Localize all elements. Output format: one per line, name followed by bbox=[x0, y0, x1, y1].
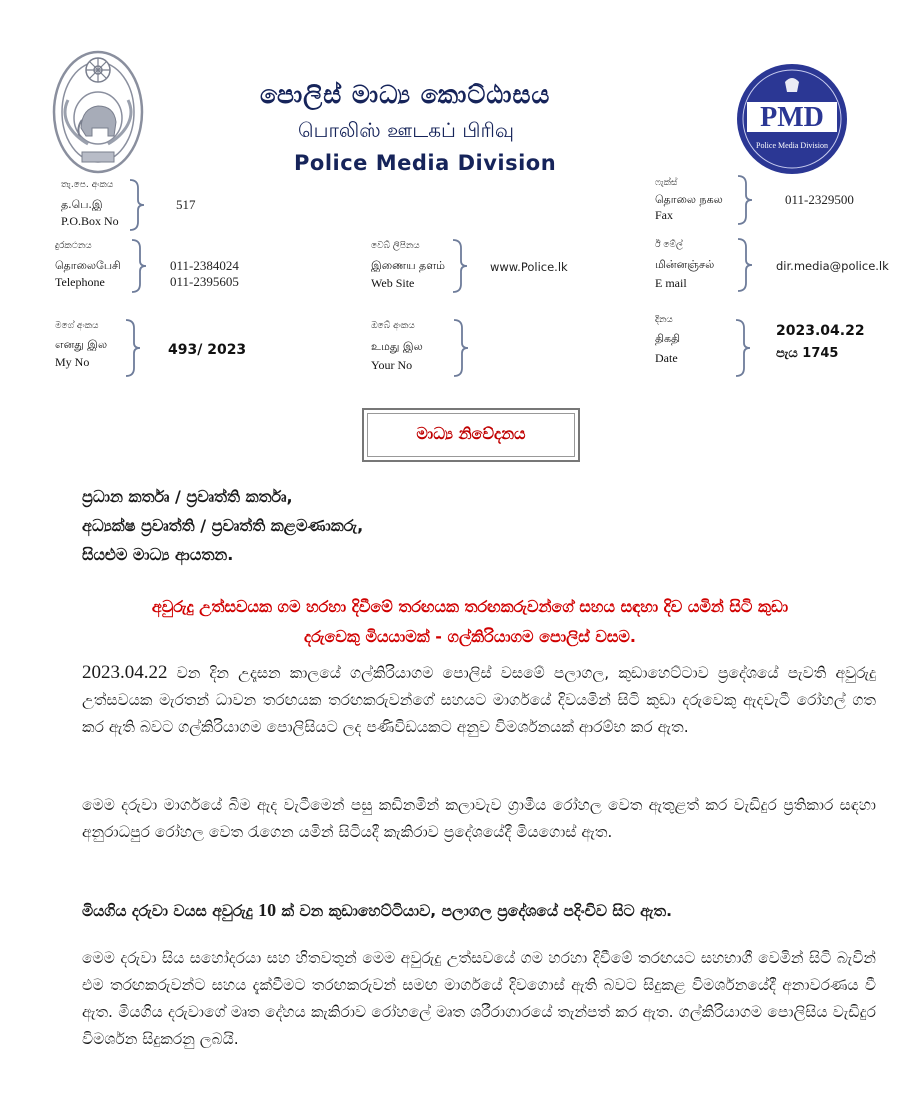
pmd-logo-ring-text: Police Media Division bbox=[756, 141, 828, 150]
time-value: පැය 1745 bbox=[776, 346, 839, 361]
paragraph-1-date: 2023.04.22 bbox=[82, 662, 168, 683]
paragraph-1 bbox=[82, 659, 876, 741]
my-no-label-si: මගේ අංකය bbox=[55, 321, 99, 331]
news-headline bbox=[70, 592, 870, 652]
paragraph-3-text-b: ක් වන කුඩාහෙට්ටියාව, පලාගල ප්‍රදේශයේ පදිංචිව සිට ඇත. bbox=[276, 902, 672, 920]
fax-label-en: Fax bbox=[655, 208, 673, 222]
telephone-value-1: 011-2384024 bbox=[170, 258, 239, 273]
addressee-line-1: ප්‍රධාන කර්තෘ / ප්‍රවෘත්ති කර්තෘ, bbox=[82, 487, 293, 506]
website-link[interactable]: www.Police.lk bbox=[490, 260, 568, 274]
pobox-label-en: P.O.Box No bbox=[61, 214, 119, 228]
fax-label-ta: தொலை நகல bbox=[655, 193, 723, 206]
pmd-logo-text: PMD bbox=[760, 102, 824, 133]
date-label-ta: திகதி bbox=[655, 332, 681, 345]
website-label-ta: இணைய தளம் bbox=[371, 259, 445, 272]
document-title: මාධ්‍ය නිවේදනය bbox=[416, 424, 526, 443]
my-no-label-en: My No bbox=[55, 355, 90, 369]
fax-value: 011-2329500 bbox=[785, 192, 854, 207]
paragraph-1-text: වන දින උදෑසන කාලයේ ගල්කිරියාගම පොලිස් වසමේ පලාගල, කුඩාහෙට්ටාව ප්‍රදේශයේ පැවති අවුරුදු උත්සවයක මැරතන් ධාවන තරඟයක තරඟකරුවන්ගේ සහයට මාර්ගයේ දිවයමින් සිටි කුඩා දරුවෙකු ඇදවැටී රෝහල් ගත කර ඇති බවට ගල්කිරියාගම පොලිසියට ලද පණිවිඩයකට අනුව විමර්ශනයක් ආරම්භ කර ඇත. bbox=[82, 664, 876, 736]
header-title-english: Police Media Division bbox=[294, 151, 557, 175]
pmd-logo bbox=[735, 62, 849, 176]
pobox-value: 517 bbox=[176, 197, 196, 212]
fax-label-si: ෆැක්ස් bbox=[655, 178, 678, 188]
brace-icon bbox=[451, 238, 471, 294]
paragraph-3-text-a: මියගිය දරුවා වයස අවුරුදු bbox=[82, 902, 259, 920]
paragraph-3 bbox=[82, 897, 876, 925]
paragraph-2: මෙම දරුවා මාර්ගයේ බිම ඇද වැටීමෙන් පසු කඩිනමින් කලාවැව ග්‍රාමීය රෝහල වෙත ඇතුළත් කර වැඩිදුර ප්‍රතිකාර සඳහා අනුරාධපුර රෝහල වෙත රැගෙන යමින් සිටියදී කැකිරාව ප්‍රදේශයේදී මියගොස් ඇත. bbox=[82, 796, 876, 841]
my-no-label-ta: எனது இல bbox=[55, 338, 108, 351]
document-title-box bbox=[362, 408, 580, 462]
email-label-si: ඊ මේල් bbox=[655, 240, 683, 250]
email-link[interactable]: dir.media@police.lk bbox=[776, 259, 889, 273]
paragraph-4: මෙම දරුවා සිය සහෝදරයා සහ හිතවතුන් මෙම අවුරුදු උත්සවයේ ගම හරහා දිවීමේ තරඟයට සහභාගී වෙමින් සිටි බැවින් එම තරඟකරුවන්ට සහය දැක්වීමට තරඟකරුවන් සමඟ මාර්ගයේ දිවගොස් ඇති බවට සිදුකළ විමර්ශනයේදී අනාවරණය වී ඇත. මියගිය දරුවාගේ මෘත දේහය කැකිරාව රෝහලේ මෘත ශරීරාගාරයේ තැන්පත් කර ඇත. ගල්කිරියාගම පොලිසිය වැඩිදුර විමර්ශන සිදුකරනු ලබයි. bbox=[82, 949, 876, 1048]
website-label-si: වෙබ් ලිපිනය bbox=[371, 241, 420, 251]
your-no-label-si: ඔබේ අංකය bbox=[371, 321, 415, 331]
your-no-label-en: Your No bbox=[371, 358, 413, 372]
date-label-si: දිනය bbox=[655, 315, 673, 325]
brace-icon bbox=[128, 178, 148, 232]
header-title-tamil: பொலிஸ் ஊடகப் பிரிவு bbox=[298, 118, 515, 142]
addressee-list bbox=[82, 482, 682, 569]
pobox-label-si: තැ.පෙ. අංකය bbox=[61, 180, 114, 190]
email-label-ta: மின்னஞ்சல் bbox=[655, 258, 715, 271]
telephone-value-2: 011-2395605 bbox=[170, 274, 239, 289]
brace-icon bbox=[734, 318, 754, 378]
brace-icon bbox=[130, 238, 150, 294]
email-label-en: E mail bbox=[655, 276, 687, 290]
telephone-label-si: දුරකථනය bbox=[55, 241, 92, 251]
pobox-label-ta: த.பெ.இ bbox=[61, 198, 103, 211]
police-crest-logo bbox=[48, 40, 148, 180]
telephone-label-en: Telephone bbox=[55, 275, 105, 289]
date-value: 2023.04.22 bbox=[776, 323, 865, 339]
addressee-line-3: සියළුම මාධ්‍ය ආයතන. bbox=[82, 545, 234, 564]
brace-icon bbox=[736, 174, 756, 226]
website-label-en: Web Site bbox=[371, 276, 415, 290]
brace-icon bbox=[452, 318, 472, 378]
addressee-line-2: අධ්‍යක්ෂ ප්‍රවෘත්ති / ප්‍රවෘත්ති කළමණාකරු, bbox=[82, 516, 364, 535]
header-title-sinhala: පොලිස් මාධ්‍ය කොට්ඨාසය bbox=[260, 80, 551, 109]
brace-icon bbox=[124, 318, 144, 378]
my-no-value: 493/ 2023 bbox=[168, 342, 247, 358]
telephone-label-ta: தொலைபேசி bbox=[55, 259, 121, 272]
date-label-en: Date bbox=[655, 351, 678, 365]
brace-icon bbox=[736, 237, 756, 293]
headline-line-1: අවුරුදු උත්සවයක ගම හරහා දිවීමේ තරඟයක තරඟකරුවන්ගේ සහය සඳහා දිව යමින් සිටි කුඩා bbox=[151, 597, 789, 616]
your-no-label-ta: உமது இல bbox=[371, 340, 423, 353]
headline-line-2: දරුවෙකු මියයාමක් - ගල්කිරියාගම පොලිස් වසම. bbox=[304, 627, 636, 646]
paragraph-3-age: 10 bbox=[258, 900, 277, 920]
